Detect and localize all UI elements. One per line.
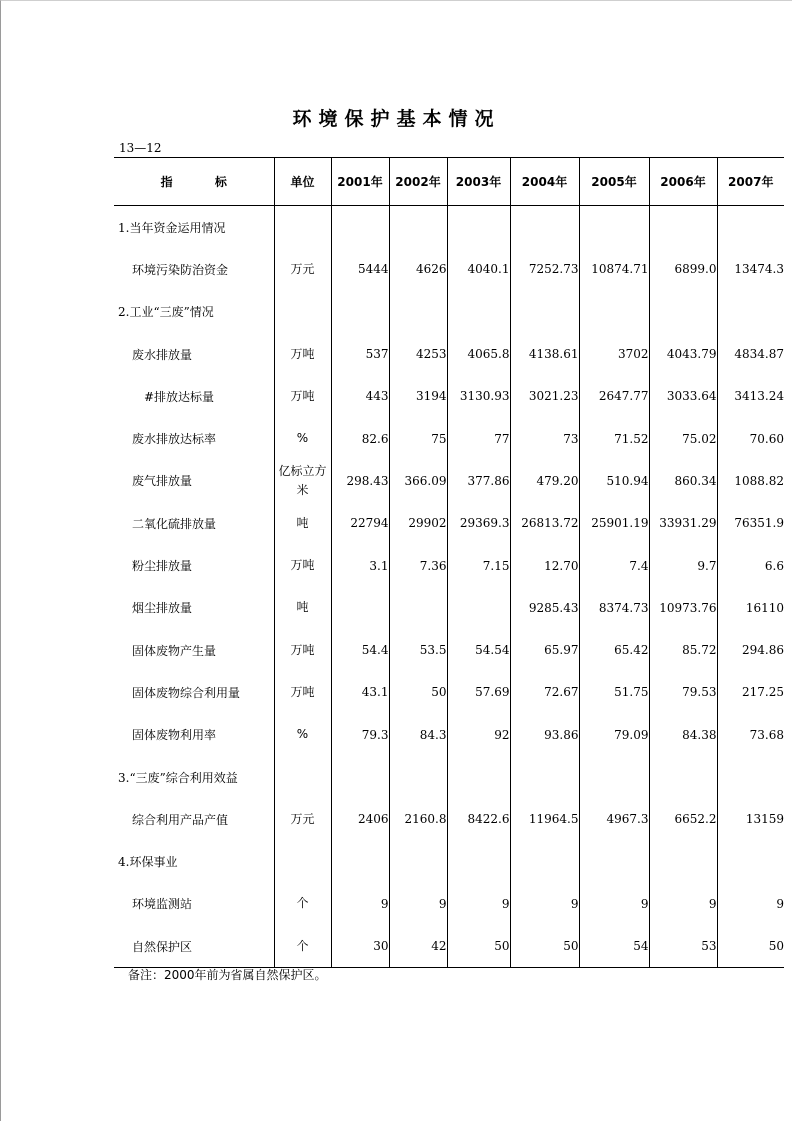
header-unit: 单位 bbox=[274, 158, 331, 206]
table-row bbox=[114, 333, 784, 375]
row-value: 4065.8 bbox=[447, 333, 510, 375]
row-value bbox=[331, 756, 389, 798]
row-indicator: 废水排放量 bbox=[132, 347, 193, 362]
row-value: 4834.87 bbox=[717, 333, 784, 375]
row-value: 294.86 bbox=[717, 629, 784, 671]
row-value: 79.09 bbox=[579, 714, 649, 756]
row-indicator: 3.“三废”综合利用效益 bbox=[118, 770, 238, 785]
table-row bbox=[114, 798, 784, 840]
row-value: 377.86 bbox=[447, 460, 510, 502]
table-number: 13—12 bbox=[119, 141, 162, 155]
row-value bbox=[389, 840, 447, 882]
row-value: 77 bbox=[447, 417, 510, 459]
row-value: 10874.71 bbox=[579, 248, 649, 290]
row-indicator: 二氧化硫排放量 bbox=[132, 516, 217, 531]
row-value: 30 bbox=[331, 925, 389, 968]
row-value bbox=[331, 291, 389, 333]
row-value: 4967.3 bbox=[579, 798, 649, 840]
row-indicator: 废水排放达标率 bbox=[132, 432, 217, 447]
row-value: 6.6 bbox=[717, 544, 784, 586]
row-unit: 万吨 bbox=[274, 333, 331, 375]
row-value: 50 bbox=[389, 671, 447, 713]
row-indicator: 综合利用产品产值 bbox=[132, 812, 229, 827]
row-indicator: #排放达标量 bbox=[144, 389, 215, 404]
row-value: 4040.1 bbox=[447, 248, 510, 290]
row-value bbox=[389, 291, 447, 333]
row-value: 9 bbox=[510, 883, 579, 925]
row-value bbox=[717, 840, 784, 882]
row-value: 54.4 bbox=[331, 629, 389, 671]
row-value bbox=[717, 756, 784, 798]
row-unit bbox=[274, 206, 331, 249]
row-value: 5444 bbox=[331, 248, 389, 290]
row-indicator: 固体废物产生量 bbox=[132, 643, 217, 658]
row-unit: 亿标立方米 bbox=[274, 460, 331, 502]
row-value: 82.6 bbox=[331, 417, 389, 459]
page-title: 环境保护基本情况 bbox=[292, 108, 501, 130]
row-value: 9 bbox=[649, 883, 717, 925]
row-indicator: 2.工业“三废”情况 bbox=[118, 305, 214, 320]
row-value: 3702 bbox=[579, 333, 649, 375]
row-unit bbox=[274, 756, 331, 798]
environment-protection-table bbox=[114, 157, 784, 968]
row-value: 1088.82 bbox=[717, 460, 784, 502]
row-indicator: 烟尘排放量 bbox=[132, 601, 193, 616]
row-value: 4138.61 bbox=[510, 333, 579, 375]
row-unit: 个 bbox=[274, 883, 331, 925]
row-value: 51.75 bbox=[579, 671, 649, 713]
table-row bbox=[114, 587, 784, 629]
table-row bbox=[114, 206, 784, 249]
row-value bbox=[649, 291, 717, 333]
row-value bbox=[510, 206, 579, 249]
row-value: 4626 bbox=[389, 248, 447, 290]
row-value: 73 bbox=[510, 417, 579, 459]
row-value: 3194 bbox=[389, 375, 447, 417]
row-value: 4253 bbox=[389, 333, 447, 375]
row-value: 2406 bbox=[331, 798, 389, 840]
row-value: 79.53 bbox=[649, 671, 717, 713]
header-year-2006: 2006年 bbox=[649, 158, 717, 206]
row-value: 479.20 bbox=[510, 460, 579, 502]
row-value: 7.36 bbox=[389, 544, 447, 586]
row-unit: 吨 bbox=[274, 587, 331, 629]
row-indicator: 环境污染防治资金 bbox=[132, 262, 229, 277]
table-row bbox=[114, 671, 784, 713]
row-unit: 万吨 bbox=[274, 544, 331, 586]
row-value: 54 bbox=[579, 925, 649, 968]
row-value bbox=[331, 840, 389, 882]
row-value: 9 bbox=[717, 883, 784, 925]
row-value: 92 bbox=[447, 714, 510, 756]
row-value: 11964.5 bbox=[510, 798, 579, 840]
table-row bbox=[114, 375, 784, 417]
row-indicator: 固体废物利用率 bbox=[132, 728, 217, 743]
row-value bbox=[649, 840, 717, 882]
row-value: 76351.9 bbox=[717, 502, 784, 544]
row-value: 3.1 bbox=[331, 544, 389, 586]
row-value bbox=[717, 291, 784, 333]
row-unit: 万元 bbox=[274, 248, 331, 290]
row-value: 79.3 bbox=[331, 714, 389, 756]
row-value: 9 bbox=[579, 883, 649, 925]
row-value: 9 bbox=[331, 883, 389, 925]
header-year-2004: 2004年 bbox=[510, 158, 579, 206]
footnote: 备注：2000年前为省属自然保护区。 bbox=[128, 968, 327, 982]
row-value: 65.97 bbox=[510, 629, 579, 671]
row-value: 2647.77 bbox=[579, 375, 649, 417]
row-value: 12.70 bbox=[510, 544, 579, 586]
row-value bbox=[447, 756, 510, 798]
row-value: 71.52 bbox=[579, 417, 649, 459]
row-value: 65.42 bbox=[579, 629, 649, 671]
row-value: 3413.24 bbox=[717, 375, 784, 417]
row-value: 6899.0 bbox=[649, 248, 717, 290]
row-value bbox=[649, 206, 717, 249]
table-row bbox=[114, 544, 784, 586]
row-unit: % bbox=[274, 417, 331, 459]
table-row bbox=[114, 417, 784, 459]
row-unit: 万吨 bbox=[274, 671, 331, 713]
row-value: 13159 bbox=[717, 798, 784, 840]
row-value: 70.60 bbox=[717, 417, 784, 459]
row-indicator: 废气排放量 bbox=[132, 474, 193, 489]
row-value: 9285.43 bbox=[510, 587, 579, 629]
row-value: 298.43 bbox=[331, 460, 389, 502]
row-value bbox=[510, 291, 579, 333]
row-value: 22794 bbox=[331, 502, 389, 544]
row-value: 50 bbox=[510, 925, 579, 968]
header-year-2005: 2005年 bbox=[579, 158, 649, 206]
row-value: 16110 bbox=[717, 587, 784, 629]
row-indicator: 自然保护区 bbox=[114, 925, 274, 968]
row-value bbox=[447, 206, 510, 249]
row-indicator: 粉尘排放量 bbox=[132, 559, 193, 574]
table-row bbox=[114, 291, 784, 333]
row-indicator: 环境监测站 bbox=[132, 897, 193, 912]
row-value: 33931.29 bbox=[649, 502, 717, 544]
row-value bbox=[510, 840, 579, 882]
table-row bbox=[114, 460, 784, 502]
row-value: 29369.3 bbox=[447, 502, 510, 544]
row-value bbox=[389, 756, 447, 798]
row-unit: 万元 bbox=[274, 798, 331, 840]
row-indicator: 1.当年资金运用情况 bbox=[118, 220, 226, 235]
row-unit: 万吨 bbox=[274, 375, 331, 417]
row-value: 72.67 bbox=[510, 671, 579, 713]
row-value bbox=[331, 206, 389, 249]
row-indicator: 4.环保事业 bbox=[118, 855, 178, 870]
row-value bbox=[331, 587, 389, 629]
row-value: 510.94 bbox=[579, 460, 649, 502]
row-unit bbox=[274, 840, 331, 882]
row-value: 42 bbox=[389, 925, 447, 968]
row-value: 7.15 bbox=[447, 544, 510, 586]
row-value: 84.38 bbox=[649, 714, 717, 756]
header-year-2007: 2007年 bbox=[717, 158, 784, 206]
table-row bbox=[114, 248, 784, 290]
row-value bbox=[717, 206, 784, 249]
row-value bbox=[579, 291, 649, 333]
table-row bbox=[114, 756, 784, 798]
row-value: 43.1 bbox=[331, 671, 389, 713]
row-value bbox=[579, 206, 649, 249]
table-body bbox=[114, 206, 784, 968]
row-value bbox=[510, 756, 579, 798]
row-value: 50 bbox=[447, 925, 510, 968]
row-value bbox=[649, 756, 717, 798]
row-value bbox=[447, 587, 510, 629]
row-value: 75 bbox=[389, 417, 447, 459]
header-indicator-label: 指 标 bbox=[160, 175, 227, 189]
row-value: 7.4 bbox=[579, 544, 649, 586]
row-value: 85.72 bbox=[649, 629, 717, 671]
table-row bbox=[114, 714, 784, 756]
row-value: 3130.93 bbox=[447, 375, 510, 417]
row-value: 3033.64 bbox=[649, 375, 717, 417]
row-value: 7252.73 bbox=[510, 248, 579, 290]
row-value bbox=[447, 840, 510, 882]
table-row bbox=[114, 925, 784, 968]
row-value: 9 bbox=[447, 883, 510, 925]
row-value: 84.3 bbox=[389, 714, 447, 756]
row-value bbox=[389, 587, 447, 629]
table-row bbox=[114, 629, 784, 671]
row-value: 93.86 bbox=[510, 714, 579, 756]
table-row bbox=[114, 502, 784, 544]
row-value: 537 bbox=[331, 333, 389, 375]
row-unit: % bbox=[274, 714, 331, 756]
row-value bbox=[447, 291, 510, 333]
row-value: 29902 bbox=[389, 502, 447, 544]
row-value: 443 bbox=[331, 375, 389, 417]
row-value: 53 bbox=[649, 925, 717, 968]
row-value bbox=[579, 840, 649, 882]
row-unit: 个 bbox=[274, 925, 331, 968]
row-value: 9.7 bbox=[649, 544, 717, 586]
row-value bbox=[389, 206, 447, 249]
row-value: 2160.8 bbox=[389, 798, 447, 840]
row-value: 57.69 bbox=[447, 671, 510, 713]
row-value: 54.54 bbox=[447, 629, 510, 671]
row-value: 3021.23 bbox=[510, 375, 579, 417]
row-value: 53.5 bbox=[389, 629, 447, 671]
row-unit: 万吨 bbox=[274, 629, 331, 671]
row-indicator: 固体废物综合利用量 bbox=[132, 685, 241, 700]
row-value: 366.09 bbox=[389, 460, 447, 502]
row-value: 8422.6 bbox=[447, 798, 510, 840]
row-value: 9 bbox=[389, 883, 447, 925]
row-value: 6652.2 bbox=[649, 798, 717, 840]
header-year-2002: 2002年 bbox=[389, 158, 447, 206]
header-year-2003: 2003年 bbox=[447, 158, 510, 206]
row-value: 860.34 bbox=[649, 460, 717, 502]
header-indicator bbox=[114, 158, 274, 206]
row-value: 50 bbox=[717, 925, 784, 968]
row-value: 13474.3 bbox=[717, 248, 784, 290]
row-value: 75.02 bbox=[649, 417, 717, 459]
row-value: 73.68 bbox=[717, 714, 784, 756]
row-unit bbox=[274, 291, 331, 333]
row-value: 217.25 bbox=[717, 671, 784, 713]
row-value: 26813.72 bbox=[510, 502, 579, 544]
header-year-2001: 2001年 bbox=[331, 158, 389, 206]
table-row bbox=[114, 840, 784, 882]
row-value: 10973.76 bbox=[649, 587, 717, 629]
row-value bbox=[579, 756, 649, 798]
row-unit: 吨 bbox=[274, 502, 331, 544]
header-row bbox=[114, 158, 784, 206]
row-value: 4043.79 bbox=[649, 333, 717, 375]
row-value: 8374.73 bbox=[579, 587, 649, 629]
row-value: 25901.19 bbox=[579, 502, 649, 544]
table-row bbox=[114, 883, 784, 925]
